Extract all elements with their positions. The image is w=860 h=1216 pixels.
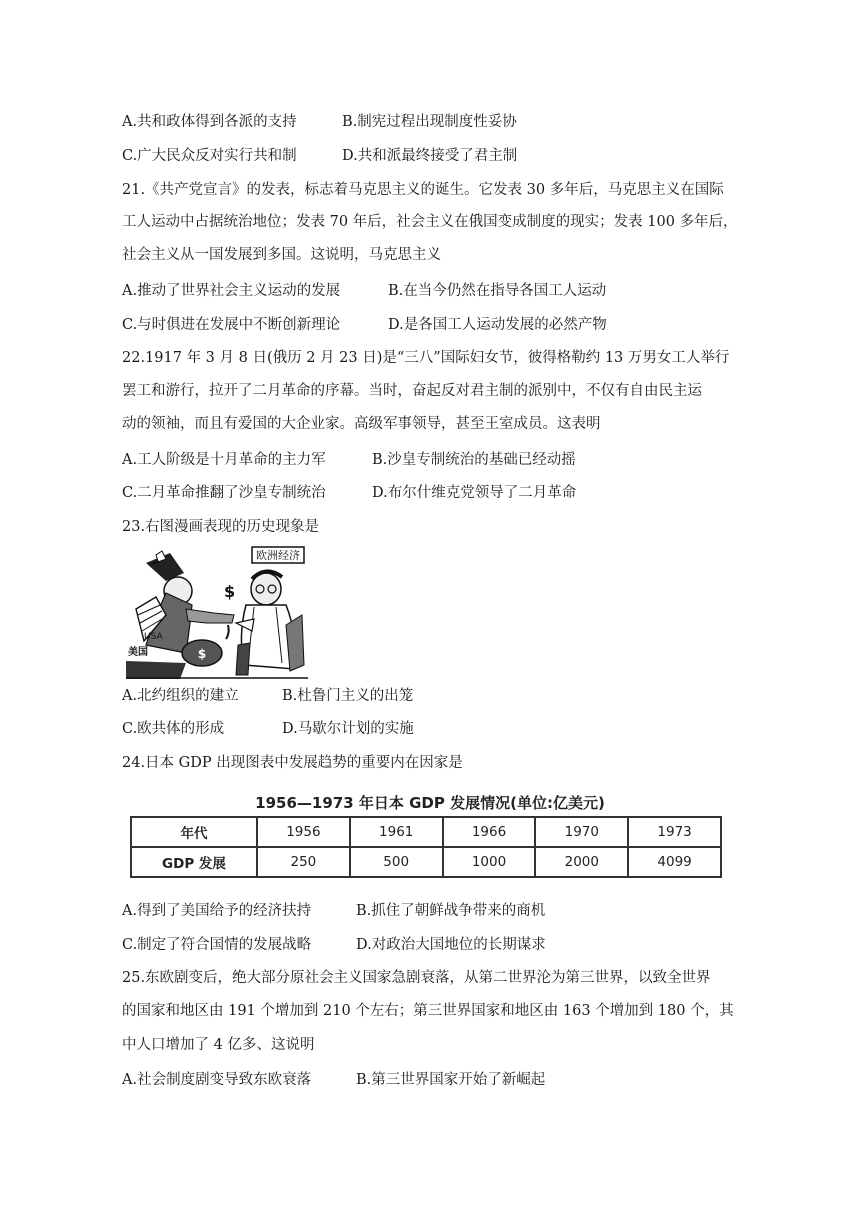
gdp-cell: 1000 — [443, 847, 536, 877]
q24-option-d: D.对政治大国地位的长期谋求 — [356, 937, 546, 953]
q22-stem-line-1: 22.1917 年 3 月 8 日(俄历 2 月 23 日)是“三八”国际妇女节，彼得格勒约 13 万男女工人举行 — [122, 350, 730, 366]
q21-option-b: B.在当今仍然在指导各国工人运动 — [388, 283, 607, 299]
q21-stem-line-3: 社会主义从一国发展到多国。这说明，马克思主义 — [122, 247, 441, 263]
q21-stem-line-2: 工人运动中占据统治地位；发表 70 年后，社会主义在俄国变成制度的现实；发表 100 多年后， — [122, 214, 738, 230]
q24-stem: 24.日本 GDP 出现图表中发展趋势的重要内在因家是 — [122, 755, 463, 771]
q25-option-b: B.第三世界国家开始了新崛起 — [356, 1072, 546, 1088]
gdp-cell: 4099 — [628, 847, 721, 877]
q22-option-c: C.二月革命推翻了沙皇专制统治 — [122, 485, 326, 501]
cartoon-label-usa: USA — [144, 632, 163, 642]
q20-option-d: D.共和派最终接受了君主制 — [342, 148, 518, 164]
q22-stem-line-2: 罢工和游行，拉开了二月革命的序幕。当时，奋起反对君主制的派别中，不仅有自由民主运 — [122, 383, 702, 399]
q25-stem-line-3: 中人口增加了 4 亿多、这说明 — [122, 1037, 315, 1053]
marshall-plan-cartoon — [126, 545, 308, 679]
year-cell: 1961 — [350, 817, 443, 847]
q22-option-d: D.布尔什维克党领导了二月革命 — [372, 485, 577, 501]
year-cell: 1973 — [628, 817, 721, 847]
q25-stem-line-2: 的国家和地区由 191 个增加到 210 个左右；第三世界国家和地区由 163 个增加到 180 个，其 — [122, 1003, 734, 1019]
q21-stem-line-1: 21.《共产党宣言》的发表，标志着马克思主义的诞生。它发表 30 多年后，马克思主义在国际 — [122, 182, 724, 198]
q23-option-a: A.北约组织的建立 — [122, 688, 239, 704]
q21-option-a: A.推动了世界社会主义运动的发展 — [122, 283, 341, 299]
cartoon-label-us: 美国 — [128, 647, 148, 658]
q23-stem: 23.右图漫画表现的历史现象是 — [122, 519, 320, 535]
gdp-cell: 2000 — [535, 847, 628, 877]
q23-option-d: D.马歇尔计划的实施 — [282, 721, 414, 737]
q23-option-c: C.欧共体的形成 — [122, 721, 225, 737]
q21-option-c: C.与时俱进在发展中不断创新理论 — [122, 317, 341, 333]
table-row — [131, 817, 721, 847]
q24-option-c: C.制定了符合国情的发展战略 — [122, 937, 312, 953]
table-row — [131, 847, 721, 877]
cartoon-label-europe: 欧洲经济 — [256, 549, 300, 562]
q20-option-b: B.制宪过程出现制度性妥协 — [342, 114, 517, 130]
gdp-cell: 250 — [257, 847, 350, 877]
q21-option-d: D.是各国工人运动发展的必然产物 — [388, 317, 607, 333]
gdp-cell: 500 — [350, 847, 443, 877]
row-header-gdp: GDP 发展 — [131, 847, 257, 877]
q22-option-b: B.沙皇专制统治的基础已经动摇 — [372, 452, 576, 468]
gdp-table-title: 1956—1973 年日本 GDP 发展情况(单位:亿美元) — [255, 794, 605, 812]
q23-option-b: B.杜鲁门主义的出笼 — [282, 688, 414, 704]
q20-option-c: C.广大民众反对实行共和制 — [122, 148, 297, 164]
q24-option-a: A.得到了美国给予的经济扶持 — [122, 903, 312, 919]
japan-gdp-table — [130, 816, 722, 878]
q24-option-b: B.抓住了朝鲜战争带来的商机 — [356, 903, 546, 919]
cartoon-dollar-sign: $ — [224, 582, 236, 601]
q22-option-a: A.工人阶级是十月革命的主力军 — [122, 452, 326, 468]
year-cell: 1966 — [443, 817, 536, 847]
q20-option-a: A.共和政体得到各派的支持 — [122, 114, 297, 130]
row-header-year: 年代 — [131, 817, 257, 847]
q25-stem-line-1: 25.东欧剧变后，绝大部分原社会主义国家急剧衰落，从第二世界沦为第三世界，以致全世界 — [122, 970, 711, 986]
year-cell: 1970 — [535, 817, 628, 847]
svg-text:$: $ — [197, 647, 207, 661]
year-cell: 1956 — [257, 817, 350, 847]
q25-option-a: A.社会制度剧变导致东欧衰落 — [122, 1072, 312, 1088]
q22-stem-line-3: 动的领袖，而且有爱国的大企业家。高级军事领导，甚至王室成员。这表明 — [122, 416, 601, 432]
